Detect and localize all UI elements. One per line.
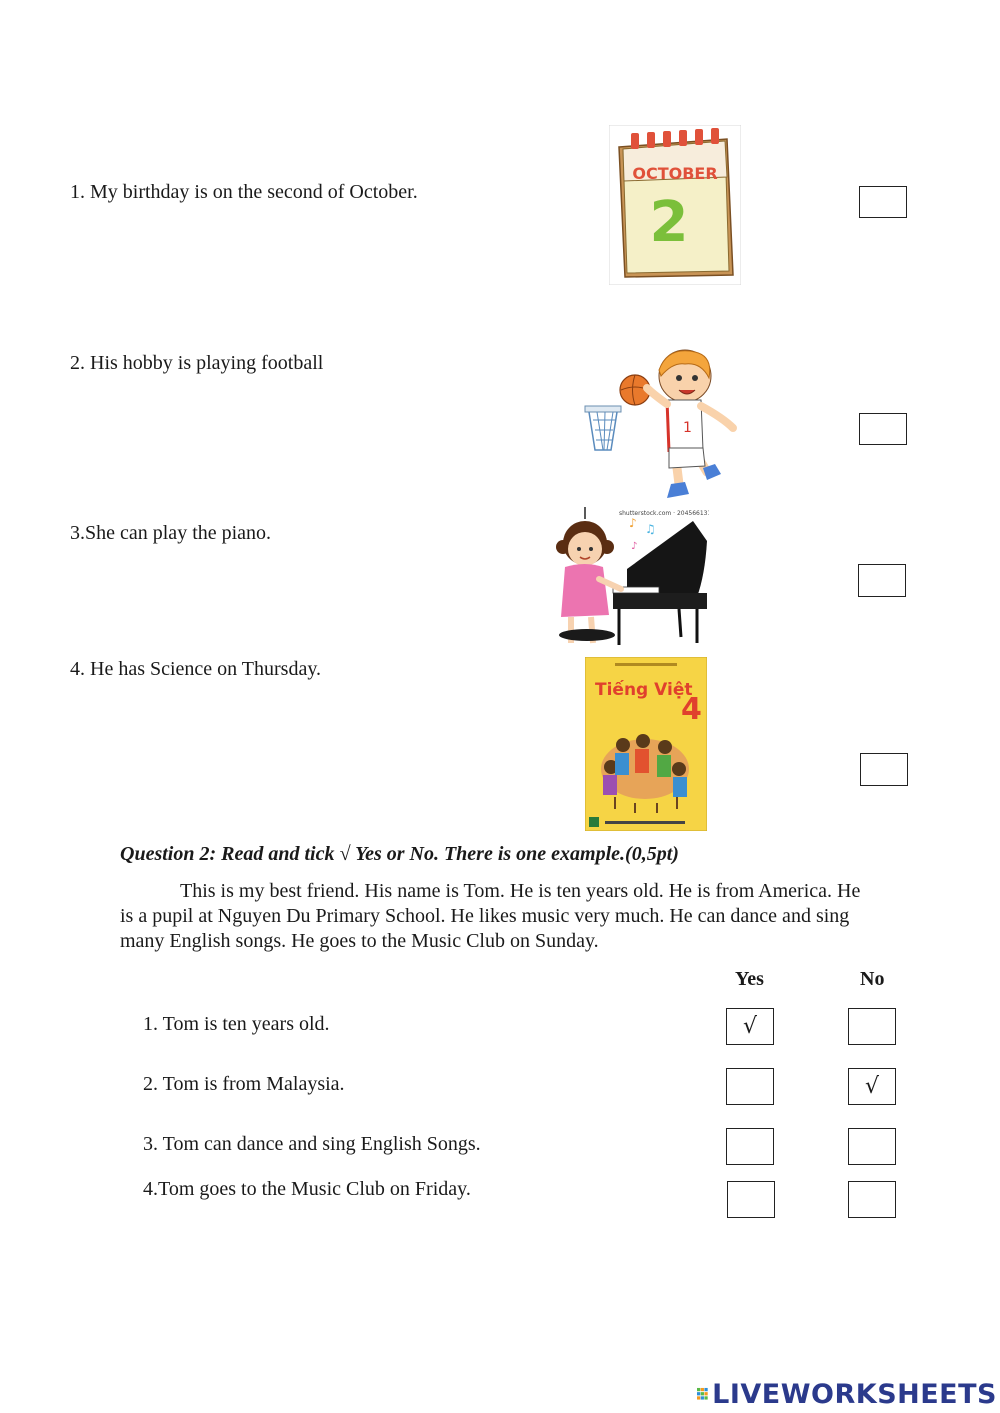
yes-box-1[interactable]: √ xyxy=(726,1008,774,1045)
no-box-3[interactable] xyxy=(848,1128,896,1165)
no-header: No xyxy=(860,968,885,990)
statement-3: 3.She can play the piano. xyxy=(70,522,272,544)
no-box-4[interactable] xyxy=(848,1181,896,1218)
yes-header: Yes xyxy=(735,968,764,990)
svg-text:2: 2 xyxy=(649,190,689,255)
no-box-2[interactable]: √ xyxy=(848,1068,896,1105)
reading-passage: This is my best friend. His name is Tom. He is ten years old. He is from America. He is a pupil at Nguyen Du Primary School. He likes music very much. He can dance and sing many English songs. He goes to the Music Club on Sunday. xyxy=(120,880,861,952)
yes-box-4[interactable] xyxy=(727,1181,775,1218)
q2-statement-1: 1. Tom is ten years old. xyxy=(143,1013,330,1035)
question-2-title: Question 2: Read and tick √ Yes or No. There is one example.(0,5pt) xyxy=(120,843,679,865)
calendar-october-2-image xyxy=(609,125,741,285)
svg-text:1: 1 xyxy=(683,420,692,436)
statement-4: 4. He has Science on Thursday. xyxy=(70,658,322,680)
svg-text:OCTOBER: OCTOBER xyxy=(632,164,718,183)
girl-playing-piano-image xyxy=(547,505,709,655)
no-box-1[interactable] xyxy=(848,1008,896,1045)
svg-text:♫: ♫ xyxy=(645,522,656,536)
svg-text:♪: ♪ xyxy=(629,516,637,530)
answer-box-3[interactable] xyxy=(858,564,906,597)
liveworksheets-logo-icon xyxy=(697,1381,708,1407)
answer-box-2[interactable] xyxy=(859,413,907,445)
svg-text:♪: ♪ xyxy=(631,541,638,552)
statement-1: 1. My birthday is on the second of October. xyxy=(70,181,418,203)
svg-text:shutterstock.com · 204566131: shutterstock.com · 204566131 xyxy=(619,510,709,517)
liveworksheets-logo xyxy=(697,1378,997,1410)
boy-playing-basketball-image xyxy=(583,348,738,508)
liveworksheets-brand-text: LIVEWORKSHEETS xyxy=(712,1378,997,1410)
svg-text:Tiếng Việt: Tiếng Việt xyxy=(595,680,693,700)
q2-statement-4: 4.Tom goes to the Music Club on Friday. xyxy=(143,1178,471,1200)
svg-text:4: 4 xyxy=(681,692,702,727)
yes-box-3[interactable] xyxy=(726,1128,774,1165)
yes-box-2[interactable] xyxy=(726,1068,774,1105)
answer-box-1[interactable] xyxy=(859,186,907,218)
answer-box-4[interactable] xyxy=(860,753,908,786)
tieng-viet-textbook-image xyxy=(585,657,707,831)
q2-statement-2: 2. Tom is from Malaysia. xyxy=(143,1073,345,1095)
q2-statement-3: 3. Tom can dance and sing English Songs. xyxy=(143,1133,481,1155)
statement-2: 2. His hobby is playing football xyxy=(70,352,324,374)
